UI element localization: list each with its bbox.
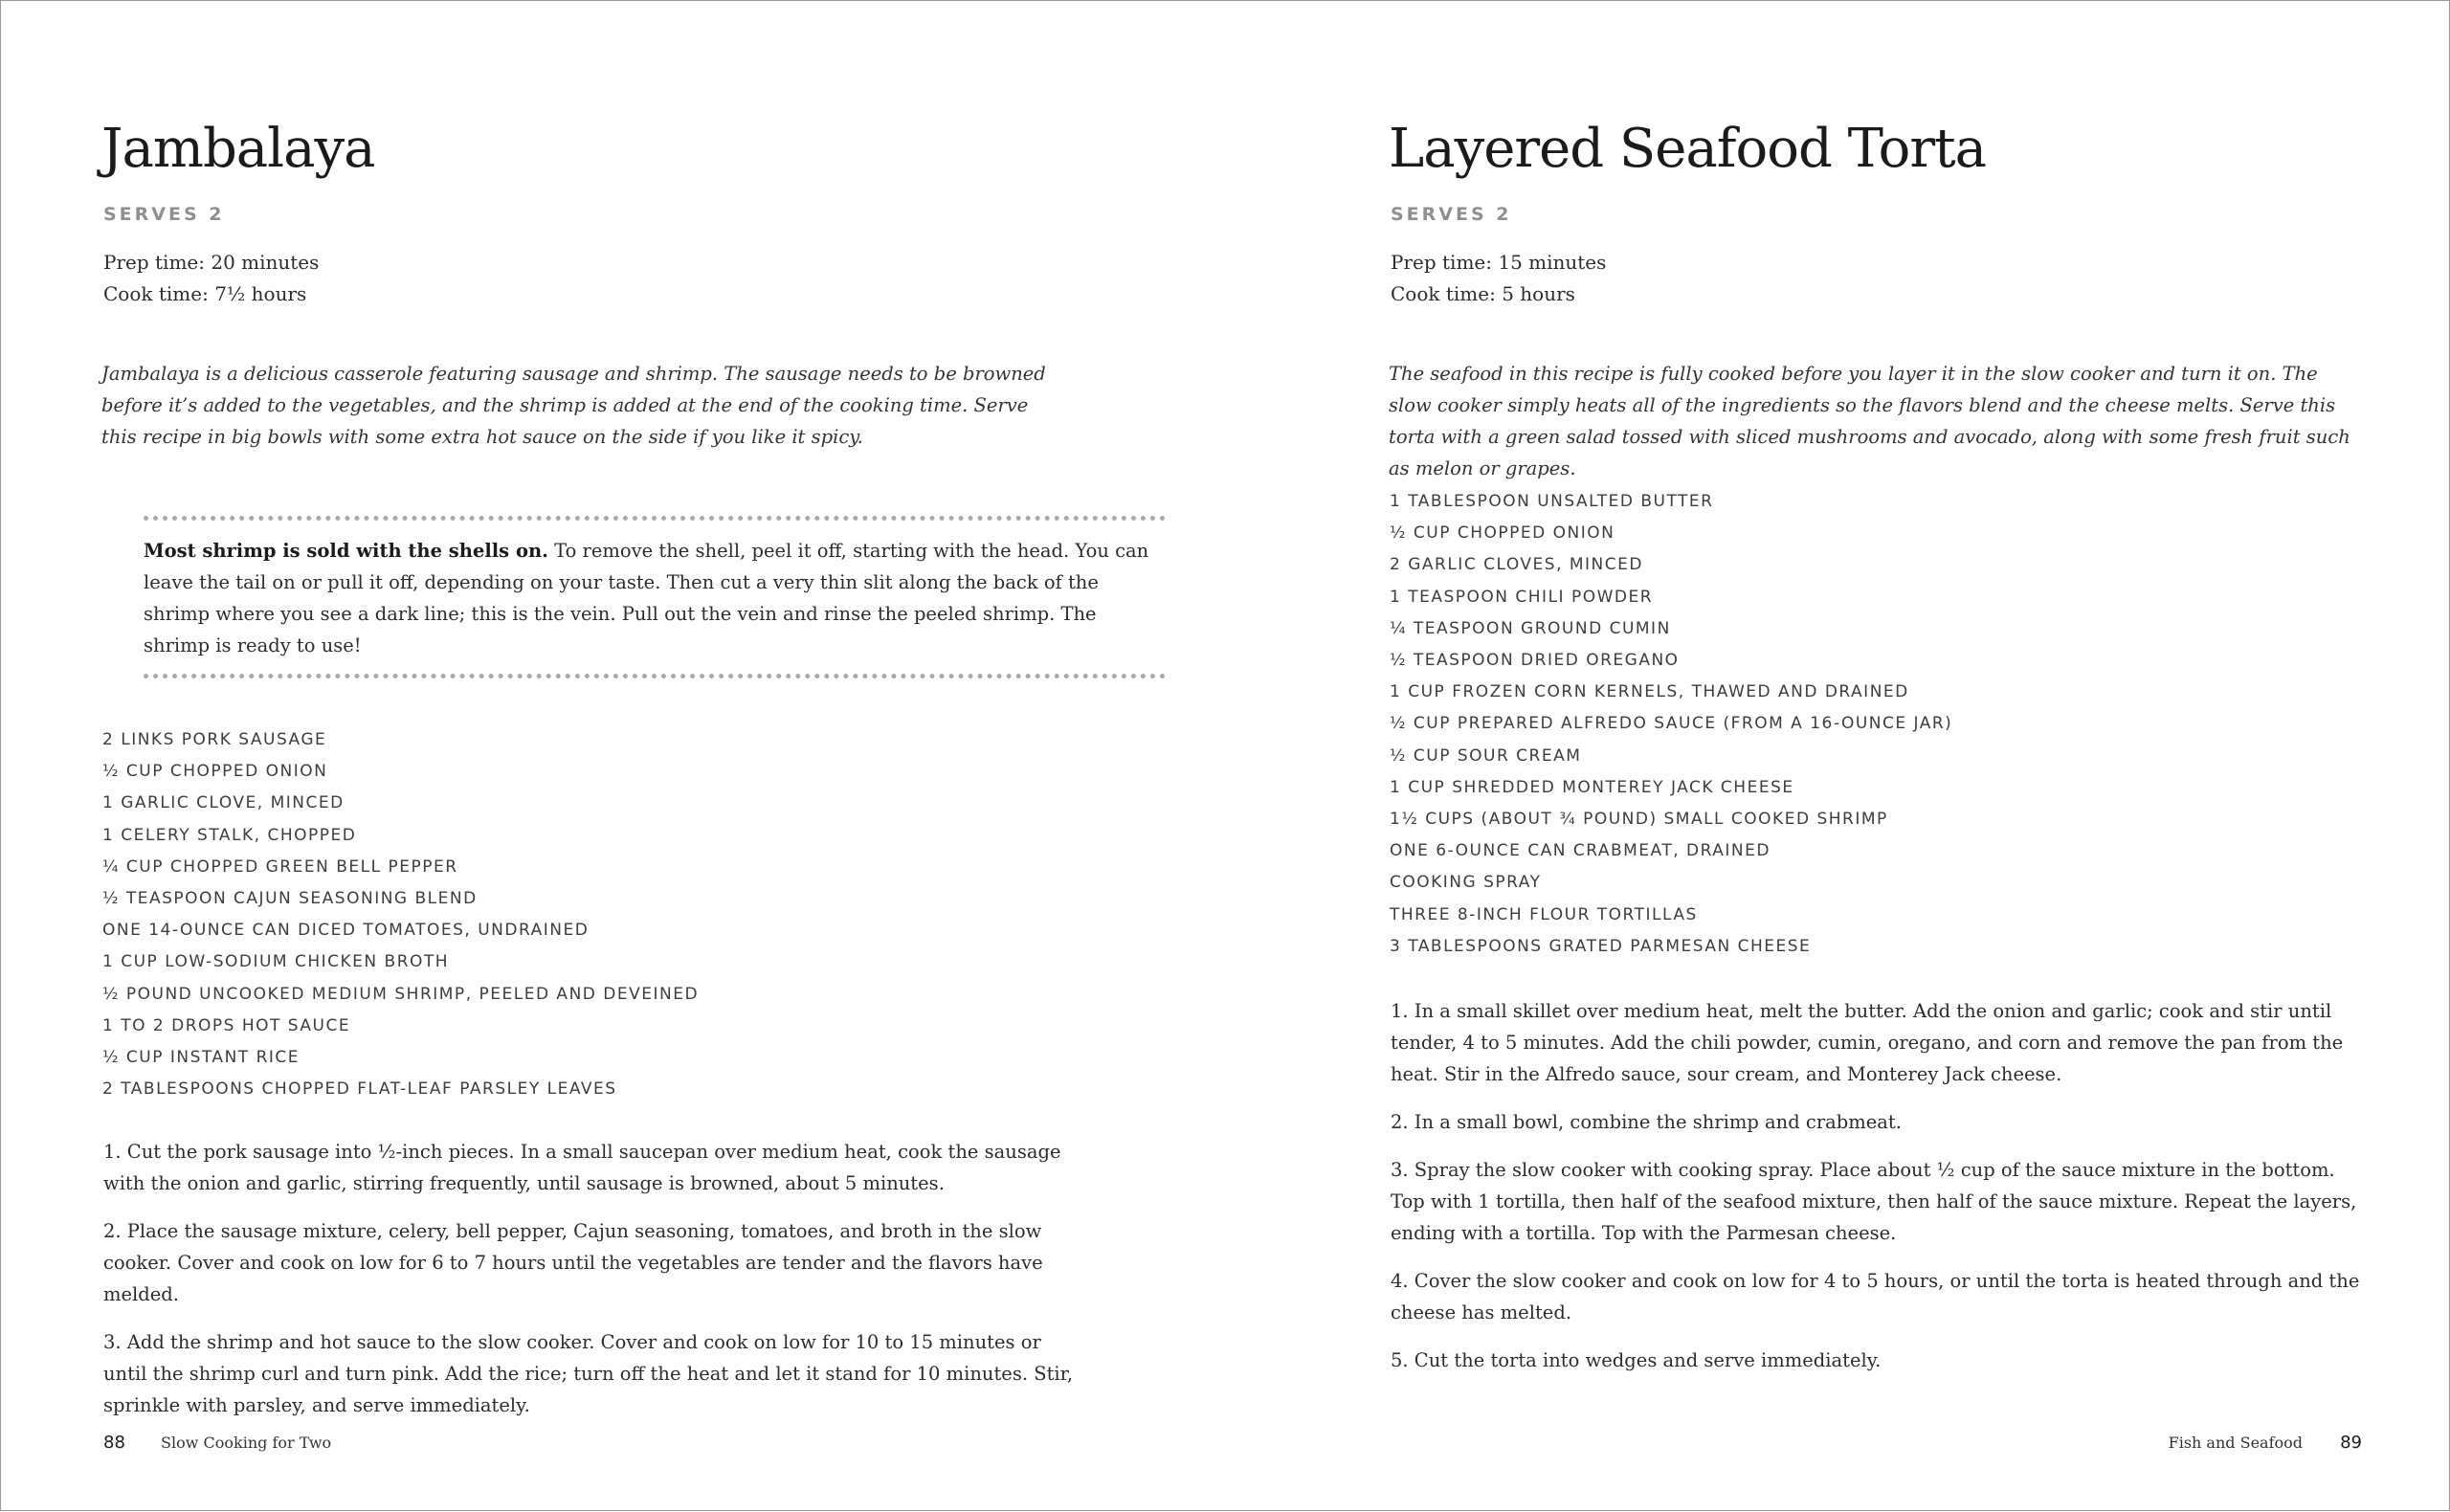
ingredient-item: ½ CUP INSTANT RICE xyxy=(102,1048,301,1068)
serves-label: SERVES 2 xyxy=(103,204,225,225)
tip-box xyxy=(144,516,1166,678)
ingredient-item: ¼ TEASPOON GROUND CUMIN xyxy=(1390,618,1671,638)
right-page xyxy=(1389,1,2362,1512)
page-footer xyxy=(2169,1433,2362,1453)
ingredient-item: 1 CELERY STALK, CHOPPED xyxy=(102,825,357,845)
page-number: 88 xyxy=(103,1433,125,1453)
ingredient-item: THREE 8-INCH FLOUR TORTILLAS xyxy=(1390,904,1698,924)
method-step: 5. Cut the torta into wedges and serve immediately. xyxy=(1391,1349,1882,1371)
recipe-times xyxy=(103,247,319,310)
ingredient-item: ¼ CUP CHOPPED GREEN BELL PEPPER xyxy=(102,856,458,877)
ingredient-item: ½ CUP SOUR CREAM xyxy=(1390,745,1582,766)
ingredient-item: 3 TABLESPOONS GRATED PARMESAN CHEESE xyxy=(1390,936,1812,956)
ingredient-item: 1 GARLIC CLOVE, MINCED xyxy=(102,793,345,813)
ingredient-list xyxy=(1390,486,1952,963)
recipe-title: Layered Seafood Torta xyxy=(1389,118,1986,180)
ingredient-item: 1 TEASPOON CHILI POWDER xyxy=(1390,587,1654,607)
page-number: 89 xyxy=(2340,1433,2362,1453)
method-step: 2. Place the sausage mixture, celery, bell pepper, Cajun seasoning, tomatoes, and broth in the slow cooker. Cover and cook on low for 6 to 7 hours until the vegetables are tender and the flavors have melded. xyxy=(103,1220,1043,1305)
page-footer xyxy=(103,1433,331,1453)
ingredient-item: 2 GARLIC CLOVES, MINCED xyxy=(1390,555,1643,575)
recipe-intro: The seafood in this recipe is fully cooked before you layer it in the slow cooker and turn it on. The slow cooker simply heats all of the ingredients so the flavors blend and the cheese melts. Serve this torta with a green salad tossed with sliced mushrooms and avocado, along with some fresh fruit such as melon or grapes. xyxy=(1389,363,2350,479)
ingredient-item: ½ CUP CHOPPED ONION xyxy=(1390,523,1615,544)
method-steps xyxy=(1391,995,2367,1392)
ingredient-item: COOKING SPRAY xyxy=(1390,873,1542,893)
method-step: 2. In a small bowl, combine the shrimp and crabmeat. xyxy=(1391,1111,1902,1133)
prep-time: Prep time: 20 minutes xyxy=(103,251,320,274)
method-step: 3. Add the shrimp and hot sauce to the slow cooker. Cover and cook on low for 10 to 15 minutes or until the shrimp curl and turn pink. Add the rice; turn off the heat and let it stand for 10 minutes. Stir, sprinkle with parsley, and serve immediately. xyxy=(103,1331,1074,1416)
method-step: 3. Spray the slow cooker with cooking spray. Place about ½ cup of the sauce mixture in the bottom. Top with 1 tortilla, then half of the seafood mixture, then half of the sauce mixture. Repeat the layers, ending with a tortilla. Top with the Parmesan cheese. xyxy=(1391,1159,2357,1244)
ingredient-list xyxy=(102,724,699,1105)
ingredient-item: ONE 14-OUNCE CAN DICED TOMATOES, UNDRAINED xyxy=(102,921,590,941)
ingredient-item: ONE 6-OUNCE CAN CRABMEAT, DRAINED xyxy=(1390,841,1771,861)
left-page xyxy=(101,1,1149,1512)
ingredient-item: ½ CUP PREPARED ALFREDO SAUCE (FROM A 16-OUNCE JAR) xyxy=(1390,714,1953,734)
prep-time: Prep time: 15 minutes xyxy=(1391,251,1607,274)
ingredient-item: ½ CUP CHOPPED ONION xyxy=(102,762,328,782)
serves-label: SERVES 2 xyxy=(1391,204,1512,225)
method-step: 1. Cut the pork sausage into ½-inch pieces. In a small saucepan over medium heat, cook the sausage with the onion and garlic, stirring frequently, until sausage is browned, about 5 minutes. xyxy=(103,1141,1061,1194)
tip-heading: Most shrimp is sold with the shells on. xyxy=(144,540,548,562)
ingredient-item: 1 CUP SHREDDED MONTEREY JACK CHEESE xyxy=(1390,777,1794,797)
ingredient-item: 2 LINKS PORK SAUSAGE xyxy=(102,730,327,749)
ingredient-item: 1 CUP LOW-SODIUM CHICKEN BROTH xyxy=(102,952,450,972)
recipe-intro: Jambalaya is a delicious casserole featuring sausage and shrimp. The sausage needs to be browned before it’s added to the vegetables, and the shrimp is added at the end of the cooking time. Serve this recipe in big bowls with some extra hot sauce on the side if you like it spicy. xyxy=(101,363,1046,448)
ingredient-item: ½ POUND UNCOOKED MEDIUM SHRIMP, PEELED AND DEVEINED xyxy=(102,984,700,1004)
cook-time: Cook time: 5 hours xyxy=(1391,282,1575,305)
cook-time: Cook time: 7½ hours xyxy=(103,282,307,305)
recipe-title: Jambalaya xyxy=(101,118,375,180)
book-title: Slow Cooking for Two xyxy=(161,1434,332,1452)
ingredient-item: 1 CUP FROZEN CORN KERNELS, THAWED AND DRAINED xyxy=(1390,682,1909,702)
tip-text: To remove the shell, peel it off, starting with the head. You can leave the tail on or pull it off, depending on your taste. Then cut a very thin slit along the back of the shrimp where you see a dark line; this is the vein. Pull out the vein and rinse the peeled shrimp. The shrimp is ready to use! xyxy=(144,540,1149,656)
ingredient-item: 1½ CUPS (ABOUT ¾ POUND) SMALL COOKED SHRIMP xyxy=(1390,810,1888,830)
method-step: 4. Cover the slow cooker and cook on low for 4 to 5 hours, or until the torta is heated through and the cheese has melted. xyxy=(1391,1270,2360,1323)
ingredient-item: 1 TABLESPOON UNSALTED BUTTER xyxy=(1390,492,1714,511)
ingredient-item: 2 TABLESPOONS CHOPPED FLAT-LEAF PARSLEY LEAVES xyxy=(102,1079,617,1100)
ingredient-item: 1 TO 2 DROPS HOT SAUCE xyxy=(102,1015,351,1035)
method-steps xyxy=(103,1136,1080,1437)
method-step: 1. In a small skillet over medium heat, melt the butter. Add the onion and garlic; cook and stir until tender, 4 to 5 minutes. Add the chili powder, cumin, oregano, and corn and remove the pan from the heat. Stir in the Alfredo sauce, sour cream, and Monterey Jack cheese. xyxy=(1391,1000,2344,1085)
recipe-times xyxy=(1391,247,1606,310)
ingredient-item: ½ TEASPOON CAJUN SEASONING BLEND xyxy=(102,889,478,909)
ingredient-item: ½ TEASPOON DRIED OREGANO xyxy=(1390,651,1680,671)
section-title: Fish and Seafood xyxy=(2168,1434,2303,1452)
